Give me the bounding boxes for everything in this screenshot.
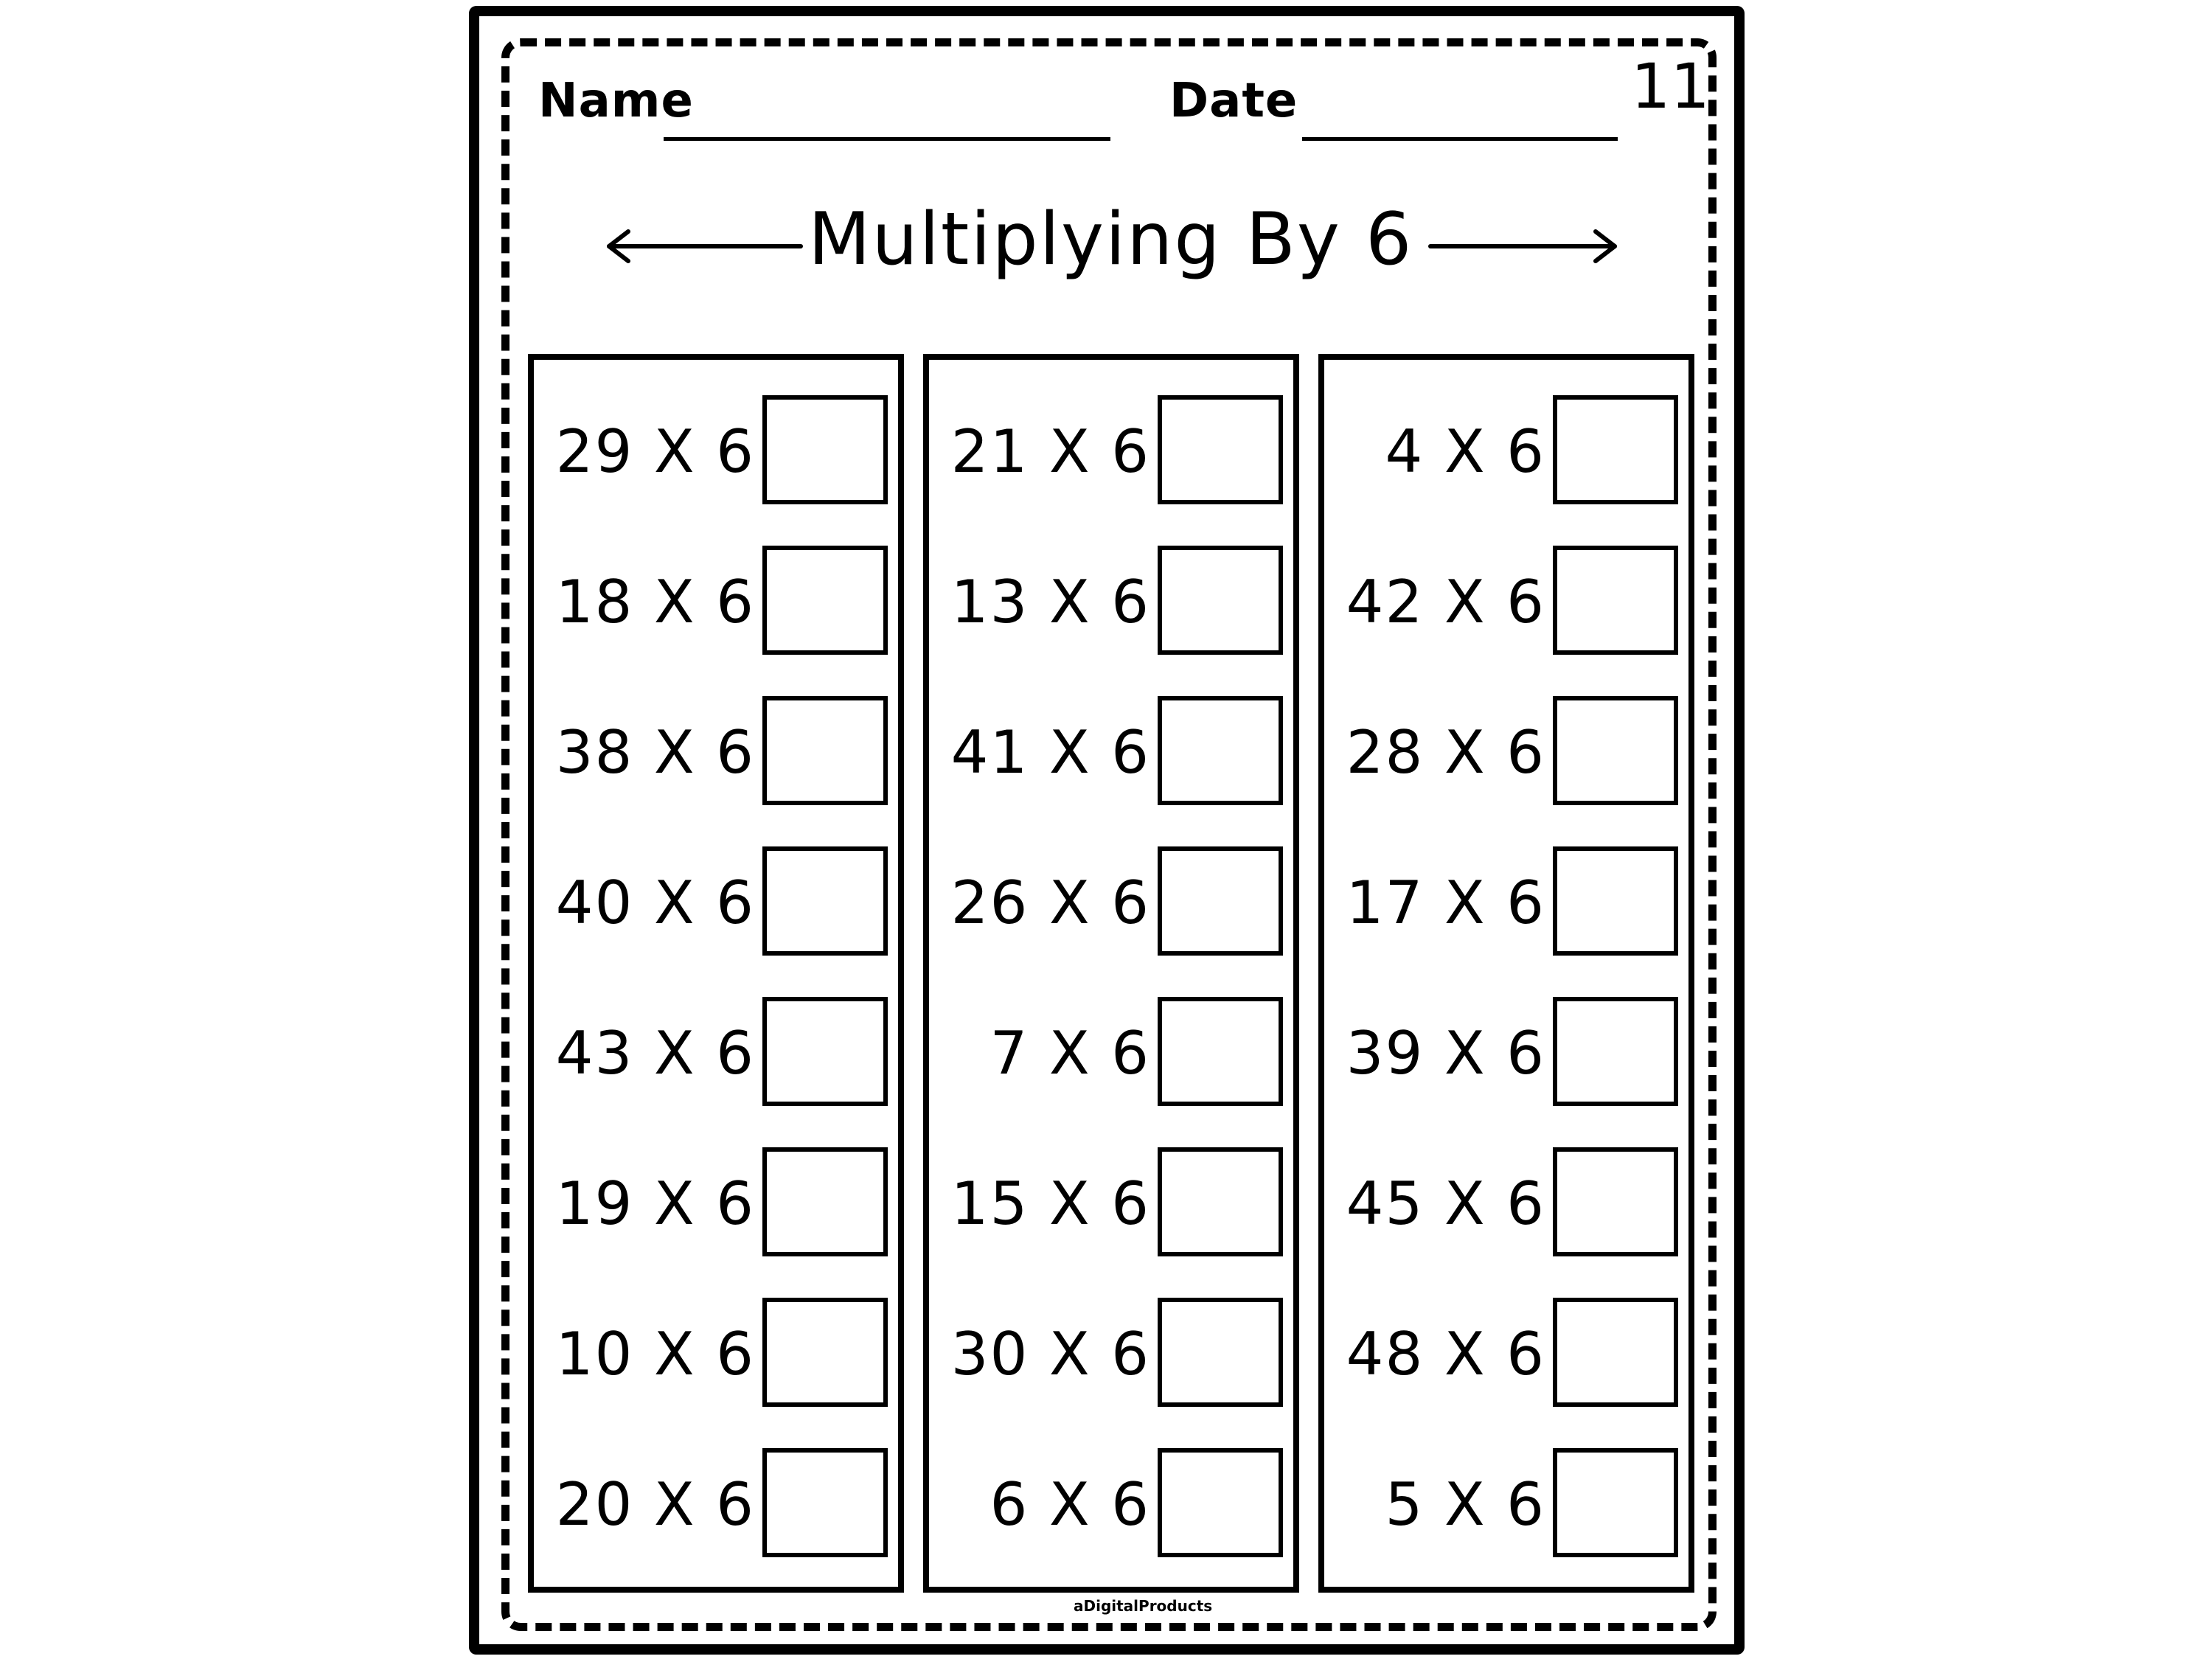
problem-text: 42 X 6 xyxy=(1346,568,1545,636)
problem-row xyxy=(1324,846,1688,957)
problem-text: 13 X 6 xyxy=(950,568,1150,636)
problem-text: 21 X 6 xyxy=(950,417,1150,486)
problem-text: 15 X 6 xyxy=(950,1169,1150,1238)
answer-box[interactable] xyxy=(1553,1147,1678,1256)
problem-text: 4 X 6 xyxy=(1385,417,1545,486)
answer-box[interactable] xyxy=(1158,696,1283,805)
problem-row xyxy=(534,696,898,807)
problem-text: 28 X 6 xyxy=(1346,718,1545,787)
problem-column-3 xyxy=(1318,354,1694,1593)
answer-box[interactable] xyxy=(1553,395,1678,504)
problem-row xyxy=(929,1448,1293,1559)
problem-row xyxy=(534,846,898,957)
answer-box[interactable] xyxy=(1158,546,1283,655)
problem-row xyxy=(929,846,1293,957)
problem-row xyxy=(1324,546,1688,656)
problem-row xyxy=(929,395,1293,506)
answer-box[interactable] xyxy=(1158,395,1283,504)
answer-box[interactable] xyxy=(1553,1448,1678,1557)
answer-box[interactable] xyxy=(1158,1298,1283,1407)
problem-row xyxy=(1324,1147,1688,1258)
answer-box[interactable] xyxy=(1158,846,1283,956)
right-arrow-icon xyxy=(1430,232,1615,261)
problem-row xyxy=(534,997,898,1107)
problem-row xyxy=(929,1298,1293,1408)
answer-box[interactable] xyxy=(762,1147,888,1256)
answer-box[interactable] xyxy=(762,696,888,805)
problem-row xyxy=(534,1448,898,1559)
answer-box[interactable] xyxy=(762,1448,888,1557)
problem-text: 38 X 6 xyxy=(555,718,755,787)
answer-box[interactable] xyxy=(1158,1147,1283,1256)
problem-row xyxy=(534,1298,898,1408)
page-number: 11 xyxy=(1631,50,1710,122)
left-arrow-icon xyxy=(609,232,801,261)
problem-text: 45 X 6 xyxy=(1346,1169,1545,1238)
problem-text: 41 X 6 xyxy=(950,718,1150,787)
problem-text: 30 X 6 xyxy=(950,1320,1150,1388)
problem-text: 17 X 6 xyxy=(1346,869,1545,937)
problem-row xyxy=(534,1147,898,1258)
problem-text: 18 X 6 xyxy=(555,568,755,636)
problem-row xyxy=(1324,1448,1688,1559)
problem-row xyxy=(534,546,898,656)
problem-column-1 xyxy=(528,354,904,1593)
answer-box[interactable] xyxy=(1553,997,1678,1106)
answer-box[interactable] xyxy=(1553,696,1678,805)
answer-box[interactable] xyxy=(1553,1298,1678,1407)
problem-text: 6 X 6 xyxy=(990,1470,1150,1539)
problem-text: 5 X 6 xyxy=(1385,1470,1545,1539)
problem-text: 26 X 6 xyxy=(950,869,1150,937)
answer-box[interactable] xyxy=(1553,846,1678,956)
problem-row xyxy=(929,546,1293,656)
answer-box[interactable] xyxy=(762,395,888,504)
credit-text: aDigitalProducts xyxy=(1074,1597,1213,1615)
date-label: Date xyxy=(1169,74,1298,128)
answer-box[interactable] xyxy=(762,546,888,655)
problem-text: 29 X 6 xyxy=(555,417,755,486)
problem-column-2 xyxy=(923,354,1299,1593)
worksheet-title: Multiplying By 6 xyxy=(808,198,1413,282)
problem-row xyxy=(929,696,1293,807)
problem-row xyxy=(534,395,898,506)
problem-row xyxy=(929,1147,1293,1258)
problem-text: 7 X 6 xyxy=(990,1019,1150,1088)
problem-text: 48 X 6 xyxy=(1346,1320,1545,1388)
answer-box[interactable] xyxy=(1158,997,1283,1106)
problem-text: 20 X 6 xyxy=(555,1470,755,1539)
answer-box[interactable] xyxy=(762,1298,888,1407)
problem-row xyxy=(1324,696,1688,807)
problem-row xyxy=(1324,395,1688,506)
problem-row xyxy=(1324,1298,1688,1408)
problem-text: 39 X 6 xyxy=(1346,1019,1545,1088)
problem-text: 19 X 6 xyxy=(555,1169,755,1238)
problem-text: 10 X 6 xyxy=(555,1320,755,1388)
answer-box[interactable] xyxy=(762,997,888,1106)
answer-box[interactable] xyxy=(1158,1448,1283,1557)
problem-text: 40 X 6 xyxy=(555,869,755,937)
problem-row xyxy=(929,997,1293,1107)
problem-text: 43 X 6 xyxy=(555,1019,755,1088)
name-label: Name xyxy=(538,74,694,128)
answer-box[interactable] xyxy=(762,846,888,956)
problem-row xyxy=(1324,997,1688,1107)
answer-box[interactable] xyxy=(1553,546,1678,655)
